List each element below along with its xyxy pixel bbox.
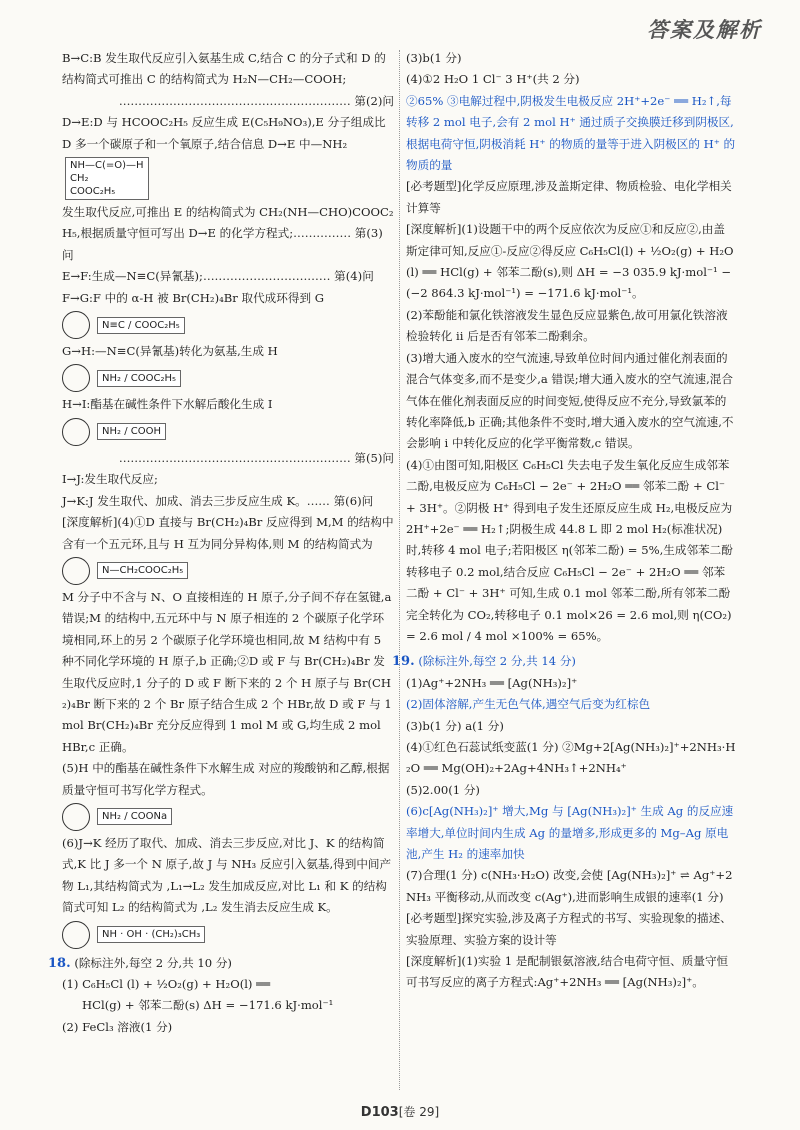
question-scoring: (除标注外,每空 2 分,共 10 分) [74,955,232,970]
note-line: [必考题型]探究实验,涉及离子方程式的书写、实验现象的描述、实验原理、实验方案的设计等 [406,911,732,947]
answer-line: (3)b(1 分) a(1 分) [406,718,504,733]
answer-line: (3)b(1 分) [406,51,462,65]
pyrrolidine-ring [62,557,90,585]
structure-image: NH₂ / COOH [97,423,166,440]
structure-l2 [62,921,394,949]
text-line: I→J:发生取代反应; [62,472,158,487]
page-footer [0,1103,800,1120]
note-line: [必考题型]化学反应原理,涉及盖斯定律、物质检验、电化学相关计算等 [406,179,732,215]
structure-image: NH · OH · (CH₂)₃CH₃ [97,926,205,943]
text-line: H→I:酯基在碱性条件下水解后酸化生成 I [62,397,273,412]
text-line: M 分子中不含与 N、O 直接相连的 H 原子,分子间不存在氢键,a 错误;M 的结构中,五元环中与 N 原子相连的 2 个碳原子化学环境相同,环上的另 2 个碳原子化学环境也相同,故 M 结构中有 5 种不同化学环境的 H 原子,b 正确;②D 或 F 与 Br(CH₂)₄Br 发生取代反应时,1 分子的 D 或 F 断下来的 2 个 H 原子与 Br(CH₂)₄Br 断下来的 2 个 Br 原子结合生成 2 个 HBr,故 D 或 F 与 1 mol Br(CH₂)₄Br 充分反应得到 1 mol M 或 G,均生成 2 mol HBr,c 正确。 [62,589,392,754]
structure-salt [62,803,394,831]
answer-line: (5)2.00(1 分) [406,782,480,797]
analysis-line: [深度解析](1)设题干中的两个反应依次为反应①和反应②,由盖斯定律可知,反应①-反应②得反应 C₆H₅Cl(l) + ½O₂(g) + H₂O(l) ══ HCl(g) + 邻苯二酚(s),则 ΔH = −3 035.9 kJ·mol⁻¹ − (−2 864.3 kJ·mol⁻¹) = −171.6 kJ·mol⁻¹。 [406,222,734,301]
question-scoring: (除标注外,每空 2 分,共 14 分) [418,654,576,669]
text-line: J→K:J 发生取代、加成、消去三步反应生成 K。…… 第(6)问 [62,493,374,508]
text-line: [深度解析](4)①D 直接与 Br(CH₂)₄Br 反应得到 M,M 的结构中含有一个五元环,且与 H 互为同分异构体,则 M 的结构简式为 [62,515,394,551]
answer-line: (2)固体溶解,产生无色气体,遇空气后变为红棕色 [406,697,651,712]
column-divider [399,50,400,1090]
text-line: …………………………………………………… 第(2)问 [118,93,394,108]
structure-image: NH—C(=O)—H CH₂ COOC₂H₅ [65,157,149,200]
text-line: D→E:D 与 HCOOC₂H₅ 反应生成 E(C₅H₉NO₃),E 分子组成比 D 多一个碳原子和一个氧原子,结合信息 D→E 中—NH₂ [62,115,386,151]
left-column [48,48,394,1038]
structure-image: N—CH₂COOC₂H₅ [97,562,188,579]
text-line: (5)H 中的酯基在碱性条件下水解生成 对应的羧酸钠和乙醇,根据质量守恒可书写化学方程式。 [62,761,390,797]
text-line: 发生取代反应,可推出 E 的结构简式为 CH₂(NH—CHO)COOC₂H₅,根据质量守恒可写出 D→E 的化学方程式;…………… 第(3)问 [62,205,394,262]
answer-line: (1)Ag⁺+2NH₃ ══ [Ag(NH₃)₂]⁺ [406,675,578,690]
analysis-line: (2)苯酚能和氯化铁溶液发生显色反应显紫色,故可用氯化铁溶液检验转化 ii 后是否有邻苯二酚剩余。 [406,307,728,344]
structure-i [62,418,394,446]
question-19-heading [392,651,736,672]
equation-line: (1) C₆H₅Cl (l) + ½O₂(g) + H₂O(l) ══ [62,977,271,991]
answer-line: (7)合理(1 分) c(NH₃·H₂O) 改变,会使 [Ag(NH₃)₂]⁺ ⇌ Ag⁺+2NH₃ 平衡移动,从而改变 c(Ag⁺),进而影响生成银的速率(1 分) [406,868,733,904]
structure-image: NH₂ / COOC₂H₅ [97,370,181,387]
text-line: (6)J→K 经历了取代、加成、消去三步反应,对比 J、K 的结构简式,K 比 J 多一个 N 原子,故 J 与 NH₃ 反应引入氨基,得到中间产物 L₁,其结构简式为 ,L₁→L₂ 发生加成反应,对比 L₁ 和 K 的结构简式可知 L₂ 的结构简式为 ,L₂ 发生消去反应生成 K。 [62,835,392,915]
structure-image: N≡C / COOC₂H₅ [97,317,185,334]
cyclopentane-ring [62,418,90,446]
cyclopentane-ring [62,311,90,339]
structure-m [62,557,394,585]
structure-e [62,157,394,200]
analysis-line: (4)①由图可知,阳极区 C₆H₅Cl 失去电子发生氧化反应生成邻苯二酚,电极反应为 C₆H₅Cl − 2e⁻ + 2H₂O ══ 邻苯二酚 + Cl⁻ + 3H⁺。②阴极 H⁺ 得到电子发生还原反应生成 H₂,电极反应为 2H⁺+2e⁻ ══ H₂↑;阴极生成 44.8 L 即 2 mol H₂(标准状况)时,转移 4 mol 电子;若阳极区 η(邻苯二酚) = 5%,生成邻苯二酚转移电子 0.2 mol,结合反应 C₆H₅Cl − 2e⁻ + 2H₂O ══ 邻苯二酚 + Cl⁻ + 3H⁺ 可知,生成 0.1 mol 邻苯二酚,所有邻苯二酚完全转化为 CO₂,转移电子 0.1 mol×26 = 2.6 mol,则 η(CO₂) = 2.6 mol / 4 mol ×100% = 65%。 [406,457,733,643]
analysis-line: [深度解析](1)实验 1 是配制银氨溶液,结合电荷守恒、质量守恒可书写反应的离子方程式:Ag⁺+2NH₃ ══ [Ag(NH₃)₂]⁺。 [406,954,729,990]
cyclopentane-ring [62,921,90,949]
text-line: G→H:—N≡C(异氰基)转化为氨基,生成 H [62,344,278,359]
page-code: D103 [360,1105,399,1120]
answer-line: (4)①红色石蕊试纸变蓝(1 分) ②Mg+2[Ag(NH₃)₂]⁺+2NH₃·H₂O ══ Mg(OH)₂+2Ag+4NH₃↑+2NH₄⁺ [406,740,736,776]
text-line: F→G:F 中的 α-H 被 Br(CH₂)₄Br 取代成环得到 G [62,290,324,305]
structure-h [62,364,394,392]
equation-line: HCl(g) + 邻苯二酚(s) ΔH = −171.6 kJ·mol⁻¹ [82,998,334,1013]
text-line: B→C:B 发生取代反应引入氨基生成 C,结合 C 的分子式和 D 的结构简式可推出 C 的结构简式为 H₂N—CH₂—COOH; [62,51,386,87]
question-number: 19. [392,654,415,670]
question-18-heading [48,953,394,974]
answer-line: (4)①2 H₂O 1 Cl⁻ 3 H⁺(共 2 分) [406,72,580,87]
answer-line: (2) FeCl₃ 溶液(1 分) [62,1019,173,1034]
cyclopentane-ring [62,364,90,392]
answer-line: ②65% ③电解过程中,阴极发生电极反应 2H⁺+2e⁻ ══ H₂↑,每转移 2 mol 电子,会有 2 mol H⁺ 通过质子交换膜迁移到阴极区,根据电荷守恒,阴极消耗 H⁺ 的物质的量等于进入阴极区的 H⁺ 的物质的量 [406,93,736,173]
cyclopentane-ring [62,803,90,831]
text-line: E→F:生成—N≡C(异氰基);…………………………… 第(4)问 [62,269,374,284]
volume-label: [卷 29] [398,1105,440,1119]
structure-image: NH₂ / COONa [97,808,172,825]
right-column [392,48,736,994]
text-line: …………………………………………………… 第(5)问 [118,450,394,465]
structure-g [62,311,394,339]
page-header-title: 答案及解析 [647,18,762,42]
answer-line: (6)c[Ag(NH₃)₂]⁺ 增大,Mg 与 [Ag(NH₃)₂]⁺ 生成 Ag 的反应速率增大,单位时间内生成 Ag 的量增多,形成更多的 Mg–Ag 原电池,产生 H₂ 的速率加快 [406,804,734,862]
question-number: 18. [48,955,71,971]
analysis-line: (3)增大通入废水的空气流速,导致单位时间内通过催化剂表面的混合气体变多,而不是变少,a 错误;增大通入废水的空气流速,混合气体在催化剂表面反应的时间变短,使得反应不充分,导致氯苯的转化率降低,b 正确;其他条件不变时,增大通入废水的空气流速,不会影响 i 中转化反应的化学平衡常数,c 错误。 [406,350,734,451]
